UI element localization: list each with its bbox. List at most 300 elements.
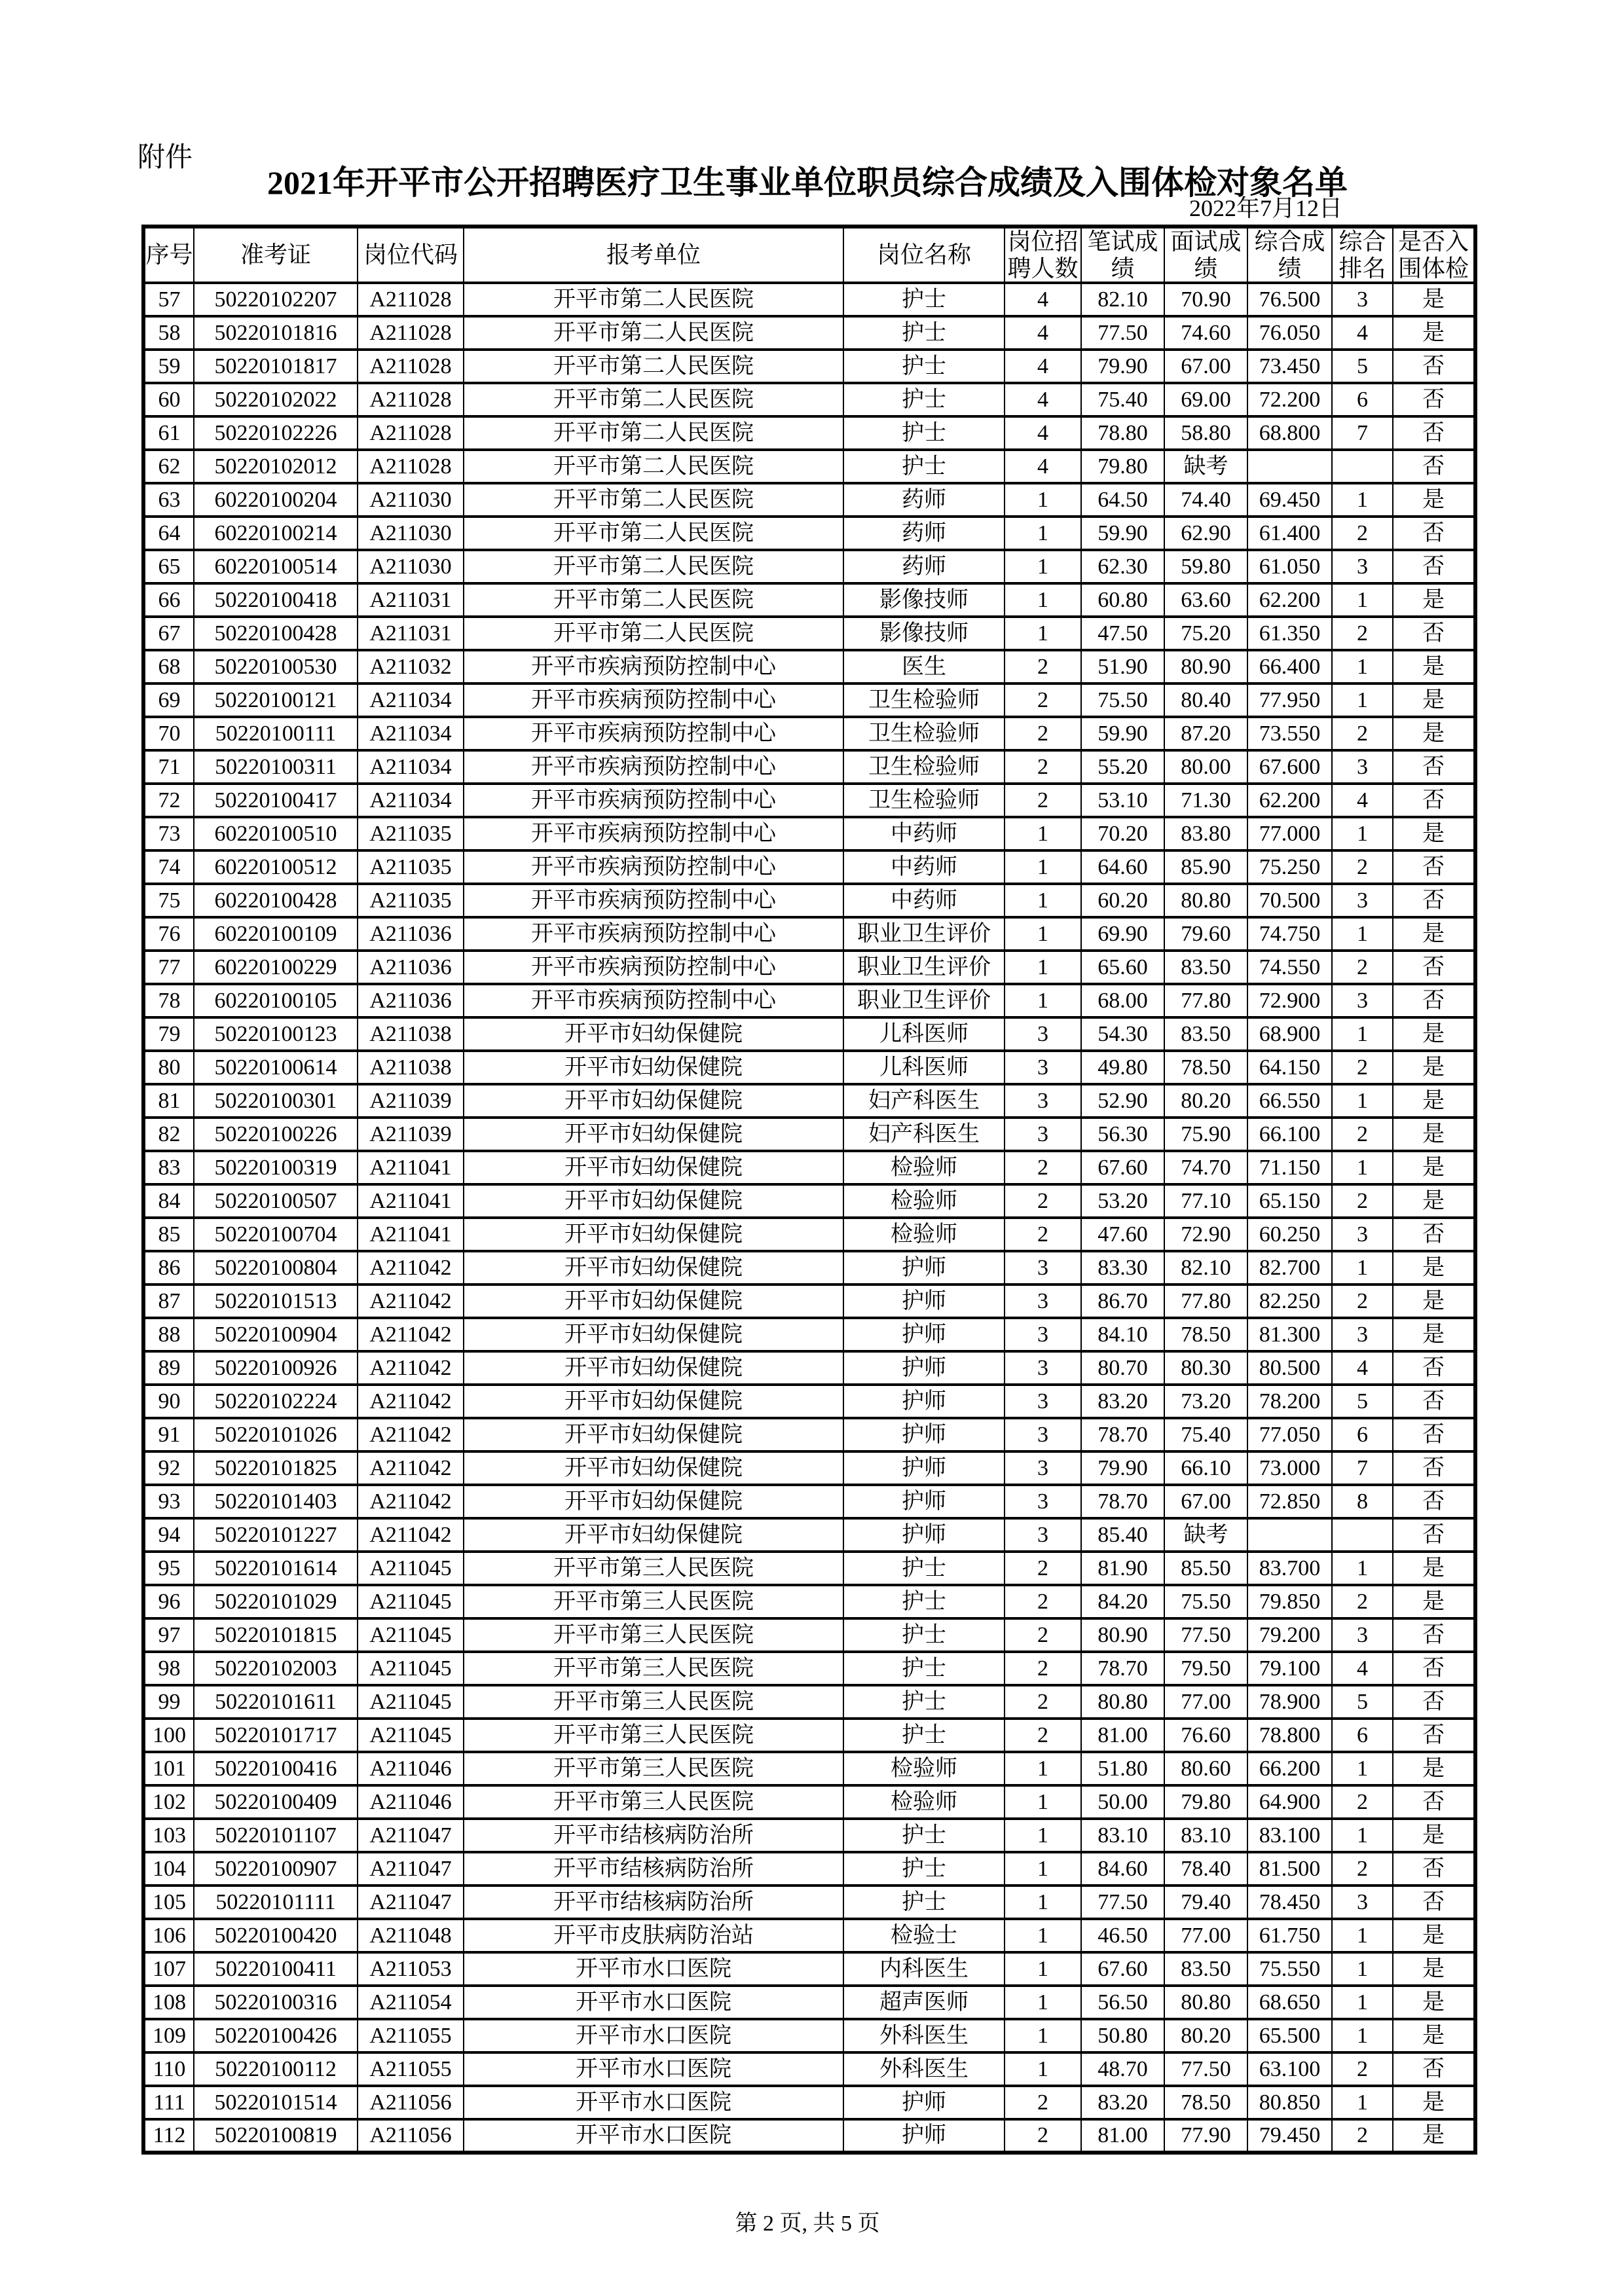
cell-position: 护师 — [843, 1418, 1005, 1451]
header-cell-openings: 岗位招聘人数 — [1005, 227, 1081, 283]
cell-written: 83.20 — [1081, 2086, 1164, 2119]
cell-shortlisted: 否 — [1393, 517, 1475, 550]
cell-unit: 开平市妇幼保健院 — [464, 1451, 843, 1485]
cell-written: 68.00 — [1081, 984, 1164, 1017]
cell-code: A211042 — [358, 1451, 464, 1485]
cell-seq: 86 — [143, 1251, 194, 1285]
cell-shortlisted: 是 — [1393, 283, 1475, 316]
header-cell-interview: 面试成绩 — [1164, 227, 1247, 283]
cell-written: 83.10 — [1081, 1819, 1164, 1852]
cell-shortlisted: 否 — [1393, 350, 1475, 383]
cell-ticket: 50220100411 — [194, 1952, 358, 1986]
table-row — [143, 316, 1475, 350]
cell-written: 56.30 — [1081, 1118, 1164, 1151]
cell-composite: 76.500 — [1247, 283, 1332, 316]
cell-written: 79.90 — [1081, 1451, 1164, 1485]
cell-written: 55.20 — [1081, 750, 1164, 784]
cell-ticket: 50220102022 — [194, 383, 358, 416]
cell-code: A211028 — [358, 283, 464, 316]
cell-openings: 2 — [1005, 1618, 1081, 1652]
cell-shortlisted: 否 — [1393, 1485, 1475, 1518]
cell-unit: 开平市妇幼保健院 — [464, 1051, 843, 1084]
cell-shortlisted: 是 — [1393, 483, 1475, 517]
cell-position: 职业卫生评价 — [843, 917, 1005, 951]
cell-openings: 2 — [1005, 1585, 1081, 1618]
table-row — [143, 1652, 1475, 1685]
cell-position: 护士 — [843, 1685, 1005, 1719]
cell-written: 81.90 — [1081, 1552, 1164, 1585]
attachment-label: 附件 — [138, 143, 193, 173]
cell-ticket: 50220101817 — [194, 350, 358, 383]
table-row — [143, 350, 1475, 383]
cell-ticket: 50220101815 — [194, 1618, 358, 1652]
cell-composite: 79.450 — [1247, 2119, 1332, 2153]
cell-composite: 73.450 — [1247, 350, 1332, 383]
cell-code: A211034 — [358, 784, 464, 817]
cell-openings: 4 — [1005, 316, 1081, 350]
cell-unit: 开平市水口医院 — [464, 2019, 843, 2052]
cell-position: 儿科医师 — [843, 1017, 1005, 1051]
cell-unit: 开平市水口医院 — [464, 2086, 843, 2119]
cell-openings: 3 — [1005, 1084, 1081, 1118]
cell-seq: 103 — [143, 1819, 194, 1852]
cell-written: 83.30 — [1081, 1251, 1164, 1285]
cell-ticket: 50220101513 — [194, 1285, 358, 1318]
cell-openings: 4 — [1005, 383, 1081, 416]
cell-interview: 85.90 — [1164, 850, 1247, 884]
table-row — [143, 1485, 1475, 1518]
cell-unit: 开平市第二人民医院 — [464, 283, 843, 316]
cell-code: A211031 — [358, 617, 464, 650]
cell-position: 护师 — [843, 1318, 1005, 1351]
table-row — [143, 1618, 1475, 1652]
table-row — [143, 1051, 1475, 1084]
cell-composite: 79.850 — [1247, 1585, 1332, 1618]
cell-composite: 79.100 — [1247, 1652, 1332, 1685]
cell-interview: 77.50 — [1164, 2052, 1247, 2086]
cell-ticket: 60220100512 — [194, 850, 358, 884]
cell-written: 81.00 — [1081, 2119, 1164, 2153]
cell-unit: 开平市第二人民医院 — [464, 550, 843, 583]
cell-seq: 68 — [143, 650, 194, 683]
cell-seq: 92 — [143, 1451, 194, 1485]
cell-composite: 65.150 — [1247, 1184, 1332, 1218]
cell-openings: 3 — [1005, 1385, 1081, 1418]
cell-ticket: 50220100409 — [194, 1785, 358, 1819]
table-row — [143, 483, 1475, 517]
header-cell-written: 笔试成绩 — [1081, 227, 1164, 283]
cell-openings: 1 — [1005, 1986, 1081, 2019]
cell-interview: 74.60 — [1164, 316, 1247, 350]
cell-position: 影像技师 — [843, 617, 1005, 650]
cell-written: 50.80 — [1081, 2019, 1164, 2052]
cell-position: 外科医生 — [843, 2052, 1005, 2086]
cell-seq: 81 — [143, 1084, 194, 1118]
cell-seq: 84 — [143, 1184, 194, 1218]
cell-unit: 开平市妇幼保健院 — [464, 1518, 843, 1552]
cell-seq: 60 — [143, 383, 194, 416]
cell-rank: 4 — [1332, 1652, 1393, 1685]
cell-shortlisted: 否 — [1393, 951, 1475, 984]
cell-ticket: 50220101111 — [194, 1886, 358, 1919]
cell-seq: 90 — [143, 1385, 194, 1418]
cell-code: A211042 — [358, 1285, 464, 1318]
cell-code: A211047 — [358, 1852, 464, 1886]
cell-composite: 66.550 — [1247, 1084, 1332, 1118]
cell-ticket: 50220100417 — [194, 784, 358, 817]
table-row — [143, 2086, 1475, 2119]
table-row — [143, 283, 1475, 316]
cell-interview: 71.30 — [1164, 784, 1247, 817]
cell-rank: 7 — [1332, 1451, 1393, 1485]
cell-position: 影像技师 — [843, 583, 1005, 617]
cell-interview: 70.90 — [1164, 283, 1247, 316]
cell-shortlisted: 是 — [1393, 1285, 1475, 1318]
cell-shortlisted: 是 — [1393, 2086, 1475, 2119]
cell-seq: 71 — [143, 750, 194, 784]
cell-composite: 82.700 — [1247, 1251, 1332, 1285]
cell-openings: 1 — [1005, 617, 1081, 650]
cell-openings: 2 — [1005, 1184, 1081, 1218]
cell-ticket: 50220101026 — [194, 1418, 358, 1451]
cell-written: 47.50 — [1081, 617, 1164, 650]
cell-composite: 82.250 — [1247, 1285, 1332, 1318]
cell-written: 53.20 — [1081, 1184, 1164, 1218]
cell-position: 护师 — [843, 1285, 1005, 1318]
table-row — [143, 1986, 1475, 2019]
cell-position: 妇产科医生 — [843, 1084, 1005, 1118]
cell-code: A211056 — [358, 2119, 464, 2153]
cell-written: 65.60 — [1081, 951, 1164, 984]
cell-written: 56.50 — [1081, 1986, 1164, 2019]
cell-rank: 1 — [1332, 1017, 1393, 1051]
cell-ticket: 50220100316 — [194, 1986, 358, 2019]
table-row — [143, 1084, 1475, 1118]
cell-seq: 106 — [143, 1919, 194, 1952]
cell-seq: 94 — [143, 1518, 194, 1552]
cell-rank: 5 — [1332, 350, 1393, 383]
cell-written: 84.10 — [1081, 1318, 1164, 1351]
cell-interview: 80.30 — [1164, 1351, 1247, 1385]
cell-seq: 99 — [143, 1685, 194, 1719]
cell-unit: 开平市妇幼保健院 — [464, 1351, 843, 1385]
cell-openings: 3 — [1005, 1251, 1081, 1285]
cell-interview: 59.80 — [1164, 550, 1247, 583]
cell-ticket: 50220100418 — [194, 583, 358, 617]
cell-seq: 67 — [143, 617, 194, 650]
cell-code: A211028 — [358, 316, 464, 350]
cell-interview: 80.20 — [1164, 2019, 1247, 2052]
cell-composite: 72.200 — [1247, 383, 1332, 416]
cell-written: 59.90 — [1081, 517, 1164, 550]
cell-seq: 74 — [143, 850, 194, 884]
table-row — [143, 1685, 1475, 1719]
cell-shortlisted: 否 — [1393, 1852, 1475, 1886]
table-row — [143, 1886, 1475, 1919]
cell-rank: 1 — [1332, 1251, 1393, 1285]
cell-composite: 73.550 — [1247, 717, 1332, 750]
cell-code: A211042 — [358, 1418, 464, 1451]
cell-seq: 98 — [143, 1652, 194, 1685]
cell-openings: 2 — [1005, 1652, 1081, 1685]
cell-ticket: 60220100214 — [194, 517, 358, 550]
cell-interview: 87.20 — [1164, 717, 1247, 750]
cell-unit: 开平市疾病预防控制中心 — [464, 784, 843, 817]
cell-ticket: 50220100704 — [194, 1218, 358, 1251]
cell-rank: 2 — [1332, 850, 1393, 884]
cell-openings: 3 — [1005, 1418, 1081, 1451]
cell-position: 护士 — [843, 1585, 1005, 1618]
cell-code: A211036 — [358, 984, 464, 1017]
cell-shortlisted: 是 — [1393, 1552, 1475, 1585]
cell-unit: 开平市结核病防治所 — [464, 1886, 843, 1919]
cell-composite — [1247, 1518, 1332, 1552]
table-row — [143, 1118, 1475, 1151]
cell-rank: 1 — [1332, 1151, 1393, 1184]
cell-unit: 开平市妇幼保健院 — [464, 1251, 843, 1285]
cell-unit: 开平市第二人民医院 — [464, 450, 843, 483]
cell-composite: 81.300 — [1247, 1318, 1332, 1351]
table-row — [143, 884, 1475, 917]
cell-rank: 2 — [1332, 1585, 1393, 1618]
cell-shortlisted: 否 — [1393, 784, 1475, 817]
table-row — [143, 1952, 1475, 1986]
cell-rank: 2 — [1332, 2119, 1393, 2153]
header-cell-unit: 报考单位 — [464, 227, 843, 283]
cell-shortlisted: 否 — [1393, 850, 1475, 884]
cell-interview: 72.90 — [1164, 1218, 1247, 1251]
cell-openings: 1 — [1005, 517, 1081, 550]
cell-code: A211039 — [358, 1084, 464, 1118]
cell-composite: 64.900 — [1247, 1785, 1332, 1819]
cell-composite: 64.150 — [1247, 1051, 1332, 1084]
cell-position: 护士 — [843, 1852, 1005, 1886]
table-row — [143, 650, 1475, 683]
cell-seq: 108 — [143, 1986, 194, 2019]
cell-openings: 1 — [1005, 583, 1081, 617]
cell-unit: 开平市妇幼保健院 — [464, 1118, 843, 1151]
cell-interview: 75.50 — [1164, 1585, 1247, 1618]
cell-ticket: 50220101816 — [194, 316, 358, 350]
cell-composite: 80.500 — [1247, 1351, 1332, 1385]
cell-openings: 2 — [1005, 2086, 1081, 2119]
cell-openings: 1 — [1005, 1819, 1081, 1852]
cell-position: 护士 — [843, 1719, 1005, 1752]
cell-openings: 3 — [1005, 1351, 1081, 1385]
cell-seq: 111 — [143, 2086, 194, 2119]
cell-ticket: 50220100226 — [194, 1118, 358, 1151]
cell-composite: 60.250 — [1247, 1218, 1332, 1251]
cell-unit: 开平市疾病预防控制中心 — [464, 984, 843, 1017]
cell-code: A211055 — [358, 2019, 464, 2052]
cell-unit: 开平市妇幼保健院 — [464, 1418, 843, 1451]
cell-rank: 1 — [1332, 1986, 1393, 2019]
cell-composite: 76.050 — [1247, 316, 1332, 350]
cell-seq: 75 — [143, 884, 194, 917]
cell-shortlisted: 是 — [1393, 1084, 1475, 1118]
cell-code: A211056 — [358, 2086, 464, 2119]
cell-written: 60.80 — [1081, 583, 1164, 617]
table-row — [143, 550, 1475, 583]
cell-position: 中药师 — [843, 884, 1005, 917]
cell-written: 64.60 — [1081, 850, 1164, 884]
cell-unit: 开平市第二人民医院 — [464, 517, 843, 550]
cell-composite: 61.050 — [1247, 550, 1332, 583]
cell-position: 护士 — [843, 416, 1005, 450]
cell-ticket: 50220102207 — [194, 283, 358, 316]
cell-position: 护士 — [843, 1618, 1005, 1652]
cell-code: A211028 — [358, 350, 464, 383]
cell-rank: 6 — [1332, 1418, 1393, 1451]
cell-interview: 80.60 — [1164, 1752, 1247, 1785]
cell-ticket: 50220100123 — [194, 1017, 358, 1051]
cell-interview: 63.60 — [1164, 583, 1247, 617]
cell-code: A211028 — [358, 450, 464, 483]
cell-ticket: 50220100301 — [194, 1084, 358, 1118]
cell-openings: 2 — [1005, 1552, 1081, 1585]
cell-code: A211041 — [358, 1218, 464, 1251]
cell-seq: 93 — [143, 1485, 194, 1518]
cell-composite: 67.600 — [1247, 750, 1332, 784]
cell-interview: 83.50 — [1164, 951, 1247, 984]
cell-written: 54.30 — [1081, 1017, 1164, 1051]
cell-shortlisted: 否 — [1393, 1451, 1475, 1485]
header-cell-code: 岗位代码 — [358, 227, 464, 283]
header-cell-rank: 综合排名 — [1332, 227, 1393, 283]
cell-unit: 开平市疾病预防控制中心 — [464, 884, 843, 917]
cell-composite: 75.550 — [1247, 1952, 1332, 1986]
cell-shortlisted: 是 — [1393, 1752, 1475, 1785]
cell-interview: 79.40 — [1164, 1886, 1247, 1919]
cell-interview: 79.80 — [1164, 1785, 1247, 1819]
cell-position: 检验师 — [843, 1218, 1005, 1251]
cell-ticket: 50220100111 — [194, 717, 358, 750]
cell-ticket: 50220101614 — [194, 1552, 358, 1585]
cell-openings: 1 — [1005, 1952, 1081, 1986]
cell-shortlisted: 是 — [1393, 1184, 1475, 1218]
cell-seq: 76 — [143, 917, 194, 951]
cell-position: 检验士 — [843, 1919, 1005, 1952]
cell-rank: 6 — [1332, 383, 1393, 416]
cell-openings: 1 — [1005, 2052, 1081, 2086]
cell-openings: 1 — [1005, 817, 1081, 850]
cell-ticket: 50220100416 — [194, 1752, 358, 1785]
table-row — [143, 1385, 1475, 1418]
cell-position: 护士 — [843, 1552, 1005, 1585]
cell-written: 75.40 — [1081, 383, 1164, 416]
table-row — [143, 917, 1475, 951]
cell-composite: 72.850 — [1247, 1485, 1332, 1518]
cell-ticket: 50220100804 — [194, 1251, 358, 1285]
cell-interview: 77.00 — [1164, 1685, 1247, 1719]
cell-openings: 1 — [1005, 483, 1081, 517]
cell-interview: 80.90 — [1164, 650, 1247, 683]
cell-interview: 79.60 — [1164, 917, 1247, 951]
cell-interview: 67.00 — [1164, 1485, 1247, 1518]
cell-interview: 77.00 — [1164, 1919, 1247, 1952]
cell-rank: 1 — [1332, 1952, 1393, 1986]
cell-composite: 68.650 — [1247, 1986, 1332, 2019]
cell-shortlisted: 是 — [1393, 1017, 1475, 1051]
cell-ticket: 50220102012 — [194, 450, 358, 483]
cell-openings: 2 — [1005, 1218, 1081, 1251]
cell-position: 护士 — [843, 1886, 1005, 1919]
cell-code: A211034 — [358, 683, 464, 717]
cell-ticket: 50220100311 — [194, 750, 358, 784]
cell-openings: 1 — [1005, 550, 1081, 583]
cell-code: A211039 — [358, 1118, 464, 1151]
cell-openings: 1 — [1005, 1752, 1081, 1785]
cell-code: A211045 — [358, 1685, 464, 1719]
cell-written: 79.80 — [1081, 450, 1164, 483]
cell-unit: 开平市第三人民医院 — [464, 1618, 843, 1652]
cell-ticket: 50220100907 — [194, 1852, 358, 1886]
cell-rank: 1 — [1332, 817, 1393, 850]
cell-composite: 77.950 — [1247, 683, 1332, 717]
cell-seq: 66 — [143, 583, 194, 617]
cell-composite: 71.150 — [1247, 1151, 1332, 1184]
cell-written: 77.50 — [1081, 316, 1164, 350]
table-row — [143, 2119, 1475, 2153]
cell-openings: 1 — [1005, 2019, 1081, 2052]
cell-ticket: 50220101514 — [194, 2086, 358, 2119]
cell-seq: 72 — [143, 784, 194, 817]
cell-seq: 105 — [143, 1886, 194, 1919]
cell-position: 护师 — [843, 2086, 1005, 2119]
cell-code: A211028 — [358, 416, 464, 450]
cell-code: A211045 — [358, 1652, 464, 1685]
cell-written: 80.90 — [1081, 1618, 1164, 1652]
cell-code: A211038 — [358, 1017, 464, 1051]
cell-rank: 1 — [1332, 1819, 1393, 1852]
cell-code: A211036 — [358, 917, 464, 951]
header-cell-shortlisted: 是否入围体检 — [1393, 227, 1475, 283]
table-row — [143, 1451, 1475, 1485]
cell-shortlisted: 是 — [1393, 1986, 1475, 2019]
cell-interview: 缺考 — [1164, 450, 1247, 483]
cell-openings: 2 — [1005, 2119, 1081, 2153]
cell-position: 卫生检验师 — [843, 717, 1005, 750]
cell-interview: 77.80 — [1164, 1285, 1247, 1318]
cell-code: A211055 — [358, 2052, 464, 2086]
cell-shortlisted: 是 — [1393, 717, 1475, 750]
cell-unit: 开平市疾病预防控制中心 — [464, 917, 843, 951]
cell-seq: 78 — [143, 984, 194, 1017]
cell-unit: 开平市第二人民医院 — [464, 416, 843, 450]
cell-unit: 开平市第二人民医院 — [464, 483, 843, 517]
cell-openings: 2 — [1005, 1719, 1081, 1752]
cell-written: 78.70 — [1081, 1485, 1164, 1518]
cell-interview: 66.10 — [1164, 1451, 1247, 1485]
cell-written: 59.90 — [1081, 717, 1164, 750]
cell-openings: 1 — [1005, 884, 1081, 917]
cell-composite: 62.200 — [1247, 784, 1332, 817]
cell-rank: 1 — [1332, 650, 1393, 683]
cell-shortlisted: 否 — [1393, 450, 1475, 483]
cell-rank: 2 — [1332, 1184, 1393, 1218]
cell-rank: 2 — [1332, 1051, 1393, 1084]
table-row — [143, 1251, 1475, 1285]
cell-position: 护士 — [843, 450, 1005, 483]
cell-interview: 85.50 — [1164, 1552, 1247, 1585]
cell-unit: 开平市第三人民医院 — [464, 1585, 843, 1618]
cell-composite: 78.800 — [1247, 1719, 1332, 1752]
cell-composite: 68.900 — [1247, 1017, 1332, 1051]
cell-shortlisted: 是 — [1393, 2019, 1475, 2052]
cell-seq: 65 — [143, 550, 194, 583]
cell-code: A211045 — [358, 1552, 464, 1585]
cell-shortlisted: 否 — [1393, 750, 1475, 784]
